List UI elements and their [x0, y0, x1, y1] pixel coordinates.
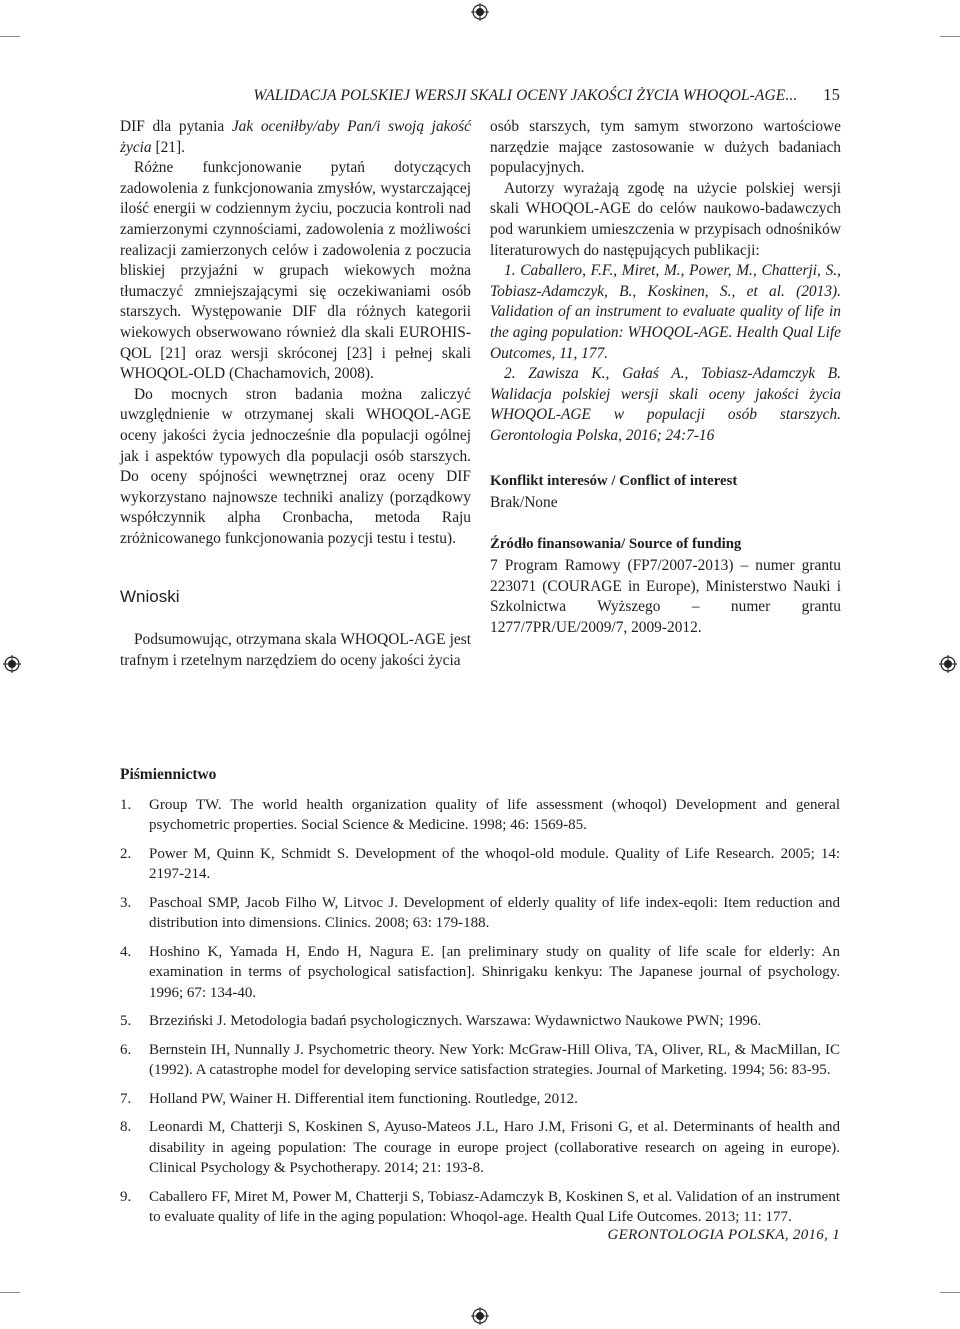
section-heading-conclusions: Wnioski — [120, 587, 180, 607]
page-number: 15 — [823, 85, 840, 104]
body-paragraph: Autorzy wyrażają zgodę na użycie polskiej wersji skali WHOQOL-AGE do celów naukowo-badawczych pod warunkiem umieszczenia w przypisach odnośników literaturowych do następujących publikacji: — [490, 179, 841, 259]
reference-item: 3. Paschoal SMP, Jacob Filho W, Litvoc J. Development of elderly quality of life index-eqoli: Item reduction and distribution into dimensions. Clinics. 2008; 63: 179-188. — [120, 894, 840, 931]
body-paragraph: DIF dla pytania Jak oceniłby/aby Pan/i swoją jakość życia [21]. — [120, 118, 471, 156]
journal-footer: GERONTOLOGIA POLSKA, 2016, 1 — [607, 1227, 840, 1243]
registration-mark-icon — [471, 1307, 489, 1325]
italic-question: Jak oceniłby/aby Pan/i swoją jakość życia — [120, 118, 471, 156]
funding-text: 7 Program Ramowy (FP7/2007-2013) – numer grantu 223071 (COURAGE in Europe), Ministerstwo Nauki i Szkolnictwa Wyższego – numer grantu 1277/7PR/UE/2009/7, 2009-2012. — [490, 557, 841, 637]
registration-mark-icon — [939, 655, 957, 673]
citation-item: 2. Zawisza K., Gałaś A., Tobiasz-Adamczyk B. Walidacja polskiej wersji skali oceny jakości życia WHOQOL-AGE w populacji osób starszych. Gerontologia Polska, 2016; 24:7-16 — [490, 365, 841, 444]
crop-mark — [940, 1292, 960, 1293]
registration-mark-icon — [471, 3, 489, 21]
references-heading: Piśmiennictwo — [120, 766, 217, 783]
crop-mark — [940, 36, 960, 37]
reference-item: 1. Group TW. The world health organization quality of life assessment (whoqol) Development and general psychometric properties. Social Science & Medicine. 1998; 46: 1569-85. — [120, 796, 840, 833]
citation-list — [490, 261, 841, 446]
body-paragraph: Do mocnych stron badania można zaliczyć uwzględnienie w otrzymanej skali WHOQOL-AGE oceny jakości życia jednocześnie dla populacji ogólnej jak i aspektów typowych dla populacji osób starszych. Do oceny spójności wewnętrznej oraz oceny DIF wykorzystano najnowsze techniki analizy (porządkowy współczynnik alpha Cronbacha, metoda Raju zróżnicowanego funkcjonowania pozycji testu i testu). — [120, 385, 471, 547]
conflict-heading: Konflikt interesów / Conflict of interest — [490, 472, 738, 489]
crop-mark — [0, 1292, 20, 1293]
reference-item: 8. Leonardi M, Chatterji S, Koskinen S, Ayuso-Mateos J.L, Haro J.M, Frisoni G, et al. Determinants of health and disability in ageing population: The courage in europe project (collaborative research on ageing in europe). Clinical Psychology & Psychotherapy. 2014; 21: 193-8. — [120, 1119, 840, 1176]
reference-item: 4. Hoshino K, Yamada H, Endo H, Nagura E. [an preliminary study on quality of life scale for elderly: An examination in terms of psychological satisfaction]. Shinrigaku kenkyu: The Japanese journal of psychology. 1996; 67: 134-40. — [120, 943, 840, 1001]
body-paragraph: osób starszych, tym samym stworzono wartościowe narzędzie mające zastosowanie w dużych badaniach populacyjnych. — [490, 118, 841, 177]
citation-item: 1. Caballero, F.F., Miret, M., Power, M., Chatterji, S., Tobiasz-Adamczyk, B., Koskinen, S., et al. (2013). Validation of an instrument to evaluate quality of life in the aging population: WHOQOL-AGE. Health Qual Life Outcomes, 11, 177. — [490, 262, 841, 362]
references-section — [120, 765, 840, 1236]
reference-item: 7. Holland PW, Wainer H. Differential item functioning. Routledge, 2012. — [120, 1090, 578, 1107]
registration-mark-icon — [3, 655, 21, 673]
body-paragraph: Podsumowując, otrzymana skala WHOQOL-AGE jest trafnym i rzetelnym narzędziem do oceny jakości życia — [120, 631, 471, 669]
reference-item: 6. Bernstein IH, Nunnally J. Psychometric theory. New York: McGraw-Hill Oliva, TA, Oliver, RL, & MacMillan, IC (1992). A catastrophe model for developing service satisfaction strategies. Journal of Marketing. 1994; 56: 83-95. — [120, 1041, 840, 1078]
funding-heading: Źródło finansowania/ Source of funding — [490, 535, 742, 552]
crop-mark — [0, 36, 20, 37]
running-header — [253, 85, 840, 105]
body-paragraph: Różne funkcjonowanie pytań dotyczących zadowolenia z funkcjonowania zmysłów, wystarczającej ilość energii w codziennym życiu, poczucia kontroli nad zamierzonymi czynnościami, zadowolenia z możliwości realizacji zamierzonych celów i zadowolenia z poczucia bliskiej przyjaźni w grupach wiekowych można tłumaczyć zmniejszającymi się oczekiwaniami osób starszych. Występowanie DIF dla różnych kategorii wiekowych obserwowano również dla skali EUROHIS-QOL [21] oraz wersji skróconej [23] i pełnej skali WHOQOL-OLD (Chachamovich, 2008). — [120, 159, 471, 383]
conflict-text: Brak/None — [490, 494, 558, 512]
reference-item: 9. Caballero FF, Miret M, Power M, Chatterji S, Tobiasz-Adamczyk B, Koskinen S, et al. Validation of an instrument to evaluate quality of life in the aging population: Whoqol-age. Health Qual Life Outcomes. 2013; 11: 177. — [120, 1188, 840, 1225]
right-column — [490, 117, 841, 639]
reference-item: 2. Power M, Quinn K, Schmidt S. Development of the whoqol-old module. Quality of Life Research. 2005; 14: 2197-214. — [120, 845, 840, 882]
running-title: WALIDACJA POLSKIEJ WERSJI SKALI OCENY JAKOŚCI ŻYCIA WHOQOL-AGE... — [253, 87, 798, 104]
reference-item: 5. Brzeziński J. Metodologia badań psychologicznych. Warszawa: Wydawnictwo Naukowe PWN; 1996. — [120, 1013, 762, 1029]
left-column — [120, 117, 471, 671]
